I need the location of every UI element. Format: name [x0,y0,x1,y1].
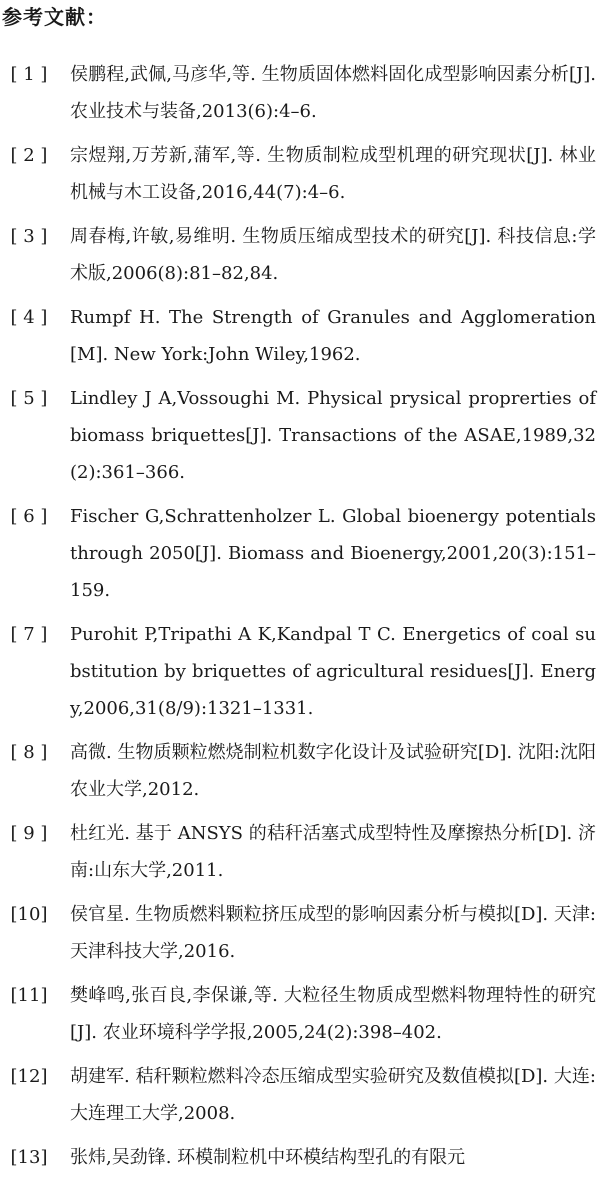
reference-item-5 [0,380,600,491]
reference-number-label: [12] [10,1066,48,1087]
reference-number-label: [11] [10,985,48,1006]
reference-item-1 [0,56,600,130]
reference-item-7 [0,616,600,727]
reference-text: 高微. 生物质颗粒燃烧制粒机数字化设计及试验研究[D]. 沈阳:沈阳农业大学,2012. [70,742,596,800]
reference-text: 侯官星. 生物质燃料颗粒挤压成型的影响因素分析与模拟[D]. 天津:天津科技大学,2016. [70,904,596,962]
reference-item-10 [0,896,600,970]
reference-item-13 [0,1139,600,1176]
reference-text: Rumpf H. The Strength of Granules and Agglomeration[M]. New York:John Wiley,1962. [70,307,596,365]
reference-number-label: [ 4 ] [10,307,48,328]
reference-number-label: [ 7 ] [10,624,48,645]
reference-number [0,896,70,970]
reference-number-label: [10] [10,904,48,925]
reference-number [0,137,70,211]
reference-text: 胡建军. 秸秆颗粒燃料冷态压缩成型实验研究及数值模拟[D]. 大连:大连理工大学,2008. [70,1066,596,1124]
reference-number [0,498,70,609]
reference-item-9 [0,815,600,889]
reference-number [0,380,70,491]
reference-text: Purohit P,Tripathi A K,Kandpal T C. Energetics of coal substitution by briquettes of agricultural residues[J]. Energy,2006,31(8/9):1321–1331. [70,624,596,719]
reference-text: 宗煜翔,万芳新,蒲军,等. 生物质制粒成型机理的研究现状[J]. 林业机械与木工设备,2016,44(7):4–6. [70,145,596,203]
reference-number-label: [ 9 ] [10,823,48,844]
references-heading: 参考文献： [2,5,107,29]
reference-item-3 [0,218,600,292]
reference-number-label: [13] [10,1147,48,1168]
reference-text: Fischer G,Schrattenholzer L. Global bioenergy potentials through 2050[J]. Biomass and Bioenergy,2001,20(3):151–159. [70,506,596,601]
reference-item-11 [0,977,600,1051]
reference-item-8 [0,734,600,808]
reference-number [0,56,70,130]
reference-number-label: [ 5 ] [10,388,48,409]
reference-number [0,1058,70,1132]
reference-text: 杜红光. 基于 ANSYS 的秸秆活塞式成型特性及摩擦热分析[D]. 济南:山东大学,2011. [70,823,596,881]
reference-number-label: [ 2 ] [10,145,48,166]
reference-number-label: [ 1 ] [10,64,48,85]
reference-list [0,56,600,1183]
reference-number [0,815,70,889]
reference-item-6 [0,498,600,609]
reference-item-4 [0,299,600,373]
reference-text: 樊峰鸣,张百良,李保谦,等. 大粒径生物质成型燃料物理特性的研究[J]. 农业环境科学学报,2005,24(2):398–402. [70,985,596,1043]
reference-number [0,734,70,808]
reference-number-label: [ 8 ] [10,742,48,763]
reference-item-2 [0,137,600,211]
reference-number [0,977,70,1051]
reference-text: 侯鹏程,武佩,马彦华,等. 生物质固体燃料固化成型影响因素分析[J]. 农业技术与装备,2013(6):4–6. [70,64,596,122]
reference-item-12 [0,1058,600,1132]
reference-number-label: [ 6 ] [10,506,48,527]
reference-text: 周春梅,许敏,易维明. 生物质压缩成型技术的研究[J]. 科技信息:学术版,2006(8):81–82,84. [70,226,596,284]
reference-number-label: [ 3 ] [10,226,48,247]
reference-number [0,218,70,292]
reference-number [0,1139,70,1176]
reference-number [0,299,70,373]
reference-text: Lindley J A,Vossoughi M. Physical prysical proprerties of biomass briquettes[J]. Transactions of the ASAE,1989,32(2):361–366. [70,388,596,483]
reference-text: 张炜,吴劲锋. 环模制粒机中环模结构型孔的有限元 [70,1147,466,1168]
reference-number [0,616,70,727]
